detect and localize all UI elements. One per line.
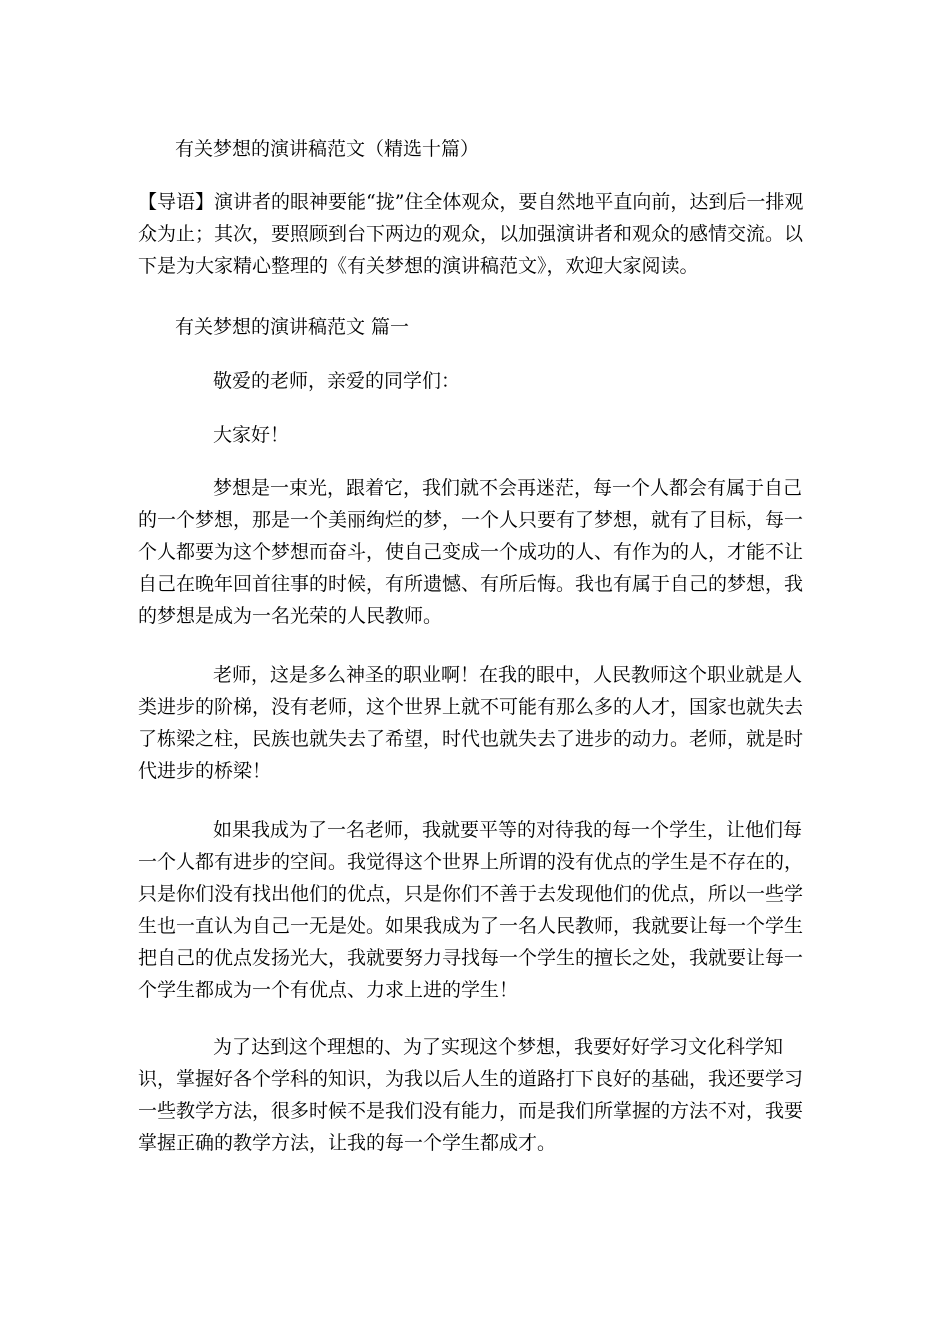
- body-paragraph-4: 为了达到这个理想的、为了实现这个梦想，我要好好学习文化科学知识，掌握好各个学科的知识，为我以后人生的道路打下良好的基础，我还要学习一些教学方法，很多时候不是我们没有能力，而是我们所掌握的方法不对，我要掌握正确的教学方法，让我的每一个学生都成才。: [138, 1036, 804, 1154]
- body-paragraph-1: 梦想是一束光，跟着它，我们就不会再迷茫，每一个人都会有属于自己的一个梦想，那是一个美丽绚烂的梦，一个人只要有了梦想，就有了目标，每一个人都要为这个梦想而奋斗，使自己变成一个成功的人、有作为的人，才能不让自己在晚年回首往事的时候，有所遗憾、有所后悔。我也有属于自己的梦想，我的梦想是成为一名光荣的人民教师。: [138, 477, 804, 627]
- section-heading: 有关梦想的演讲稿范文 篇一: [175, 316, 410, 338]
- salutation: 敬爱的老师，亲爱的同学们：: [213, 370, 461, 392]
- body-paragraph-3: 如果我成为了一名老师，我就要平等的对待我的每一个学生，让他们每一个人都有进步的空间。我觉得这个世界上所谓的没有优点的学生是不存在的，只是你们没有找出他们的优点，只是你们不善于去发现他们的优点，所以一些学生也一直认为自己一无是处。如果我成为了一名人民教师，我就要让每一个学生把自己的优点发扬光大，我就要努力寻找每一个学生的擅长之处，我就要让每一个学生都成为一个有优点、力求上进的学生！: [138, 819, 804, 1001]
- intro-paragraph: 【导语】演讲者的眼神要能“拢”住全体观众，要自然地平直向前，达到后一排观众为止；其次，要照顾到台下两边的观众，以加强演讲者和观众的感情交流。以下是为大家精心整理的《有关梦想的演讲稿范文》，欢迎大家阅读。: [138, 191, 804, 277]
- document-title: 有关梦想的演讲稿范文（精选十篇）: [175, 138, 480, 160]
- body-paragraph-2: 老师，这是多么神圣的职业啊！在我的眼中，人民教师这个职业就是人类进步的阶梯，没有老师，这个世界上就不可能有那么多的人才，国家也就失去了栋梁之柱，民族也就失去了希望，时代也就失去了进步的动力。老师，就是时代进步的桥梁！: [138, 664, 804, 782]
- greeting: 大家好！: [213, 424, 290, 446]
